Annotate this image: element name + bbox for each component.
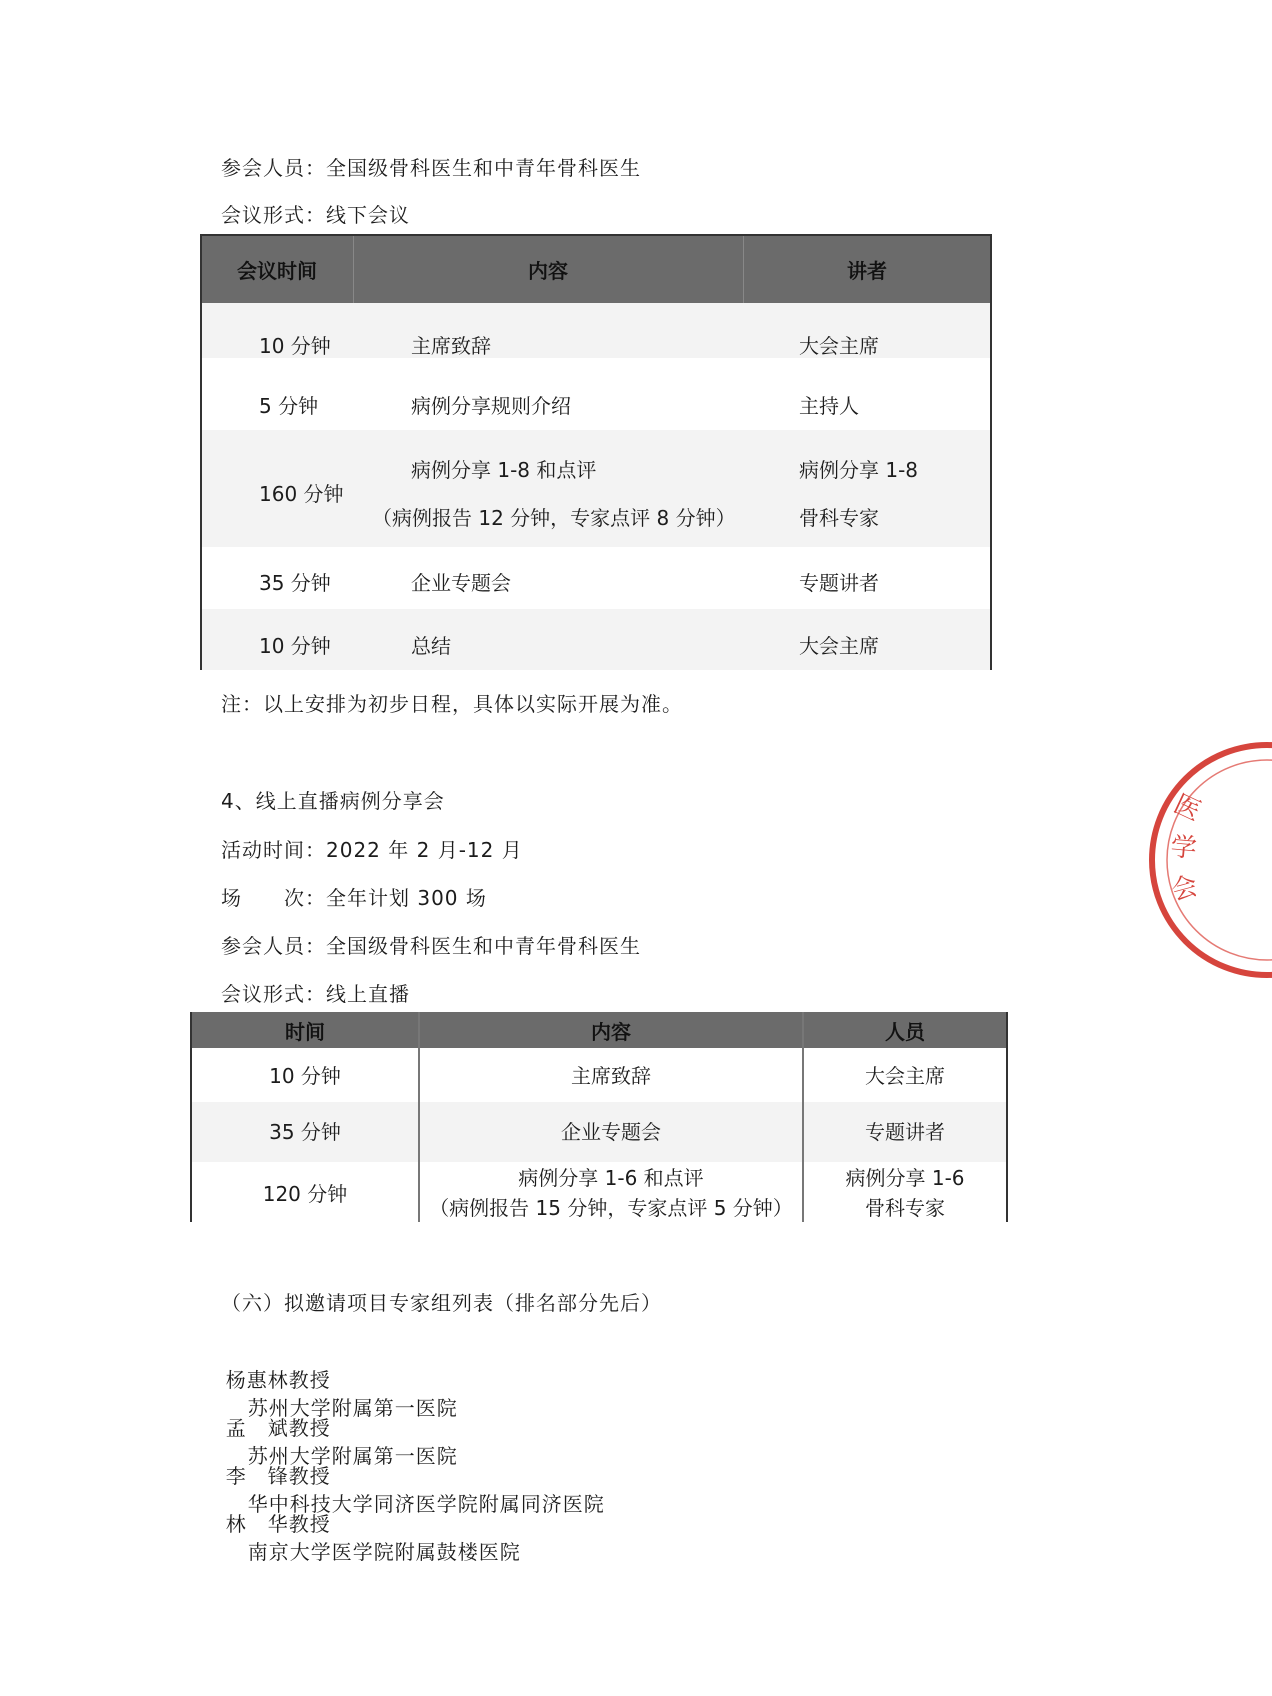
format-line: 会议形式：线上直播	[221, 982, 410, 1006]
table-row-time: 120 分钟	[262, 1182, 348, 1206]
expert-org: 苏州大学附属第一医院	[247, 1396, 458, 1420]
format-line: 会议形式：线下会议	[221, 203, 410, 227]
expert-name: 李 锋教授	[225, 1464, 331, 1488]
table-row-speaker: 大会主席	[799, 334, 879, 358]
table-row-person-role: 骨科专家	[865, 1196, 945, 1220]
table-row-content-note: （病例报告 15 分钟，专家点评 5 分钟）	[429, 1196, 793, 1220]
table-row-person: 大会主席	[865, 1064, 945, 1088]
expert-org: 华中科技大学同济医学院附属同济医院	[247, 1492, 605, 1516]
table-row-speaker: 主持人	[799, 394, 859, 418]
header-content: 内容	[591, 1019, 631, 1044]
section4-title: 4、线上直播病例分享会	[221, 789, 445, 813]
table-row-speaker-role: 骨科专家	[799, 506, 879, 530]
header-time: 时间	[285, 1019, 325, 1044]
table-row-time: 10 分钟	[259, 334, 331, 358]
header-time: 会议时间	[237, 259, 317, 283]
table-row-content: 主席致辞	[571, 1064, 651, 1088]
official-seal-stamp	[1142, 730, 1272, 990]
table-row-person: 病例分享 1-6	[845, 1166, 965, 1190]
expert-name: 孟 斌教授	[225, 1416, 331, 1440]
table-row-speaker: 病例分享 1-8	[799, 458, 919, 482]
table-row-content: 主席致辞	[411, 334, 491, 358]
expert-org: 苏州大学附属第一医院	[247, 1444, 458, 1468]
header-person: 人员	[885, 1019, 925, 1044]
seal-char: 会	[1168, 871, 1201, 907]
attendees-line: 参会人员：全国级骨科医生和中青年骨科医生	[221, 156, 641, 180]
table-row-time: 160 分钟	[259, 482, 344, 506]
header-content: 内容	[528, 259, 568, 283]
table-row-content: 企业专题会	[561, 1120, 661, 1144]
header-speaker: 讲者	[847, 259, 887, 283]
table-header	[192, 1012, 1006, 1048]
table-row-content: 企业专题会	[411, 571, 511, 595]
attendees-line: 参会人员：全国级骨科医生和中青年骨科医生	[221, 934, 641, 958]
table-row-time: 10 分钟	[259, 634, 331, 658]
table-row-speaker: 专题讲者	[799, 571, 879, 595]
table-row-content-note: （病例报告 12 分钟，专家点评 8 分钟）	[372, 506, 736, 530]
session-count: 场 次：全年计划 300 场	[221, 886, 487, 910]
table-row-time: 10 分钟	[269, 1064, 341, 1088]
schedule-note: 注：以上安排为初步日程，具体以实际开展为准。	[221, 692, 683, 716]
table-row-time: 5 分钟	[259, 394, 319, 418]
online-schedule-table	[190, 1012, 1008, 1222]
table-row-speaker: 大会主席	[799, 634, 879, 658]
expert-name: 杨惠林教授	[225, 1368, 331, 1392]
table-row-content: 总结	[411, 634, 451, 658]
table-row-content: 病例分享 1-6 和点评	[518, 1166, 704, 1190]
expert-name: 林 华教授	[225, 1512, 331, 1536]
expert-org: 南京大学医学院附属鼓楼医院	[247, 1540, 521, 1564]
table-row-content: 病例分享 1-8 和点评	[411, 458, 597, 482]
activity-time: 活动时间：2022 年 2 月-12 月	[221, 838, 523, 862]
table-row-content: 病例分享规则介绍	[411, 394, 571, 418]
table-row-time: 35 分钟	[269, 1120, 341, 1144]
seal-char: 学	[1169, 832, 1198, 865]
expert-item	[211, 1482, 521, 1566]
table-row-person: 专题讲者	[865, 1120, 945, 1144]
seal-char: 医	[1169, 789, 1206, 828]
offline-schedule-table	[200, 234, 992, 670]
table-header	[202, 236, 990, 303]
table-row-time: 35 分钟	[259, 571, 331, 595]
experts-title: （六）拟邀请项目专家组列表（排名部分先后）	[221, 1291, 662, 1315]
